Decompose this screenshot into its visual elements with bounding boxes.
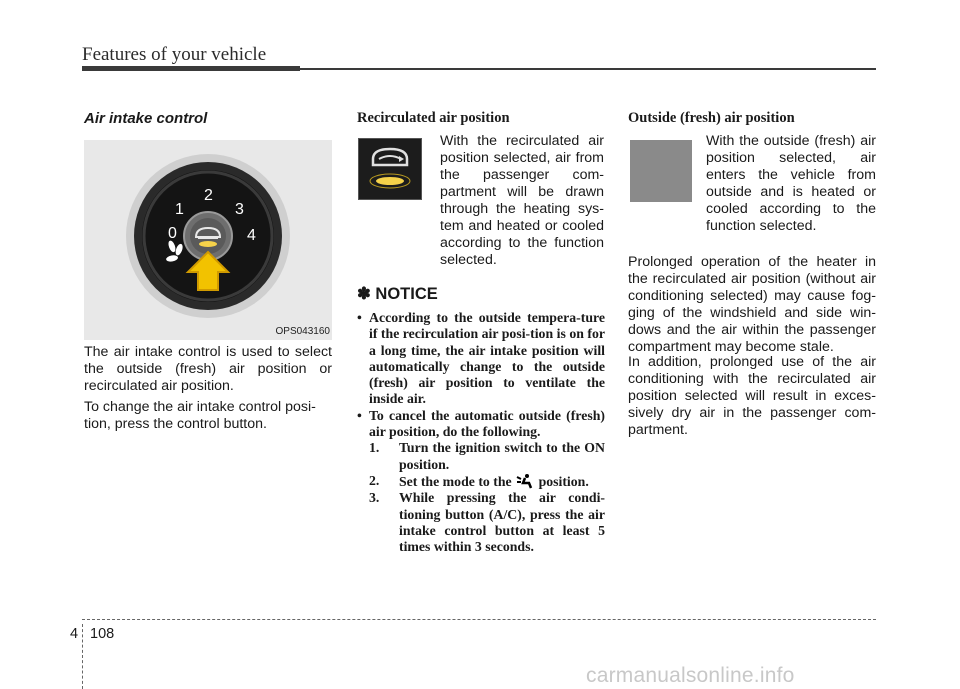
dial-label-0: 0	[168, 225, 177, 242]
fresh-air-button-icon	[630, 140, 692, 202]
section-heading-air-intake: Air intake control	[84, 110, 208, 127]
col1-paragraph-1: The air intake control is used to select the outside (fresh) air position or recirculated air position.	[84, 344, 332, 394]
col3-paragraph-2: In addition, prolonged use of the air conditioning with the recirculated air position selected will result in exces-sively dry air in the passenger com-partment.	[628, 354, 876, 438]
indicator-glow	[199, 241, 217, 247]
notice-bullet-1: • According to the outside tempera-ture if the recirculation air posi-tion is on for a long time, the air intake position will automatically change to the outside (fresh) air position to ventilate the inside air.	[357, 310, 605, 407]
fan-dial-illustration	[84, 140, 332, 340]
dial-figure	[84, 140, 332, 340]
notice-list	[357, 310, 605, 555]
notice-step-1: 1. Turn the ignition switch to the ON position.	[369, 440, 605, 472]
section-heading-outside: Outside (fresh) air position	[628, 110, 795, 126]
header-bar	[82, 66, 300, 71]
page-header-title: Features of your vehicle	[82, 44, 267, 65]
recirculated-description: With the recirculated air position selected, air from the passenger com-partment will be drawn through the heating sys-tem and heated or cooled according to the function selected.	[440, 133, 604, 268]
dial-label-3: 3	[235, 201, 244, 218]
watermark: carmanualsonline.info	[586, 664, 795, 687]
dial-label-2: 2	[204, 187, 213, 204]
notice-title: ✽ NOTICE	[357, 285, 438, 303]
figure-code: OPS043160	[275, 326, 330, 337]
notice-step-2: 2. Set the mode to the position.	[369, 472, 589, 489]
recirculation-button-icon	[358, 138, 422, 200]
footer-rule	[82, 619, 876, 620]
dial-label-4: 4	[247, 227, 256, 244]
floor-defrost-mode-icon	[515, 473, 535, 489]
section-heading-recirculated: Recirculated air position	[357, 110, 510, 126]
header-rule	[300, 68, 876, 70]
outside-description: With the outside (fresh) air position selected, air enters the vehicle from outside and is heated or cooled according to the function selected.	[706, 133, 876, 234]
col1-paragraph-2: To change the air intake control posi-tion, press the control button.	[84, 399, 316, 432]
page-number: 108	[90, 626, 115, 642]
notice-bullet-2: • To cancel the automatic outside (fresh) air position, do the following.	[357, 407, 605, 440]
col3-paragraph-1: Prolonged operation of the heater in the recirculated air position (without air conditioning selected) may cause fog-ging of the windshield and side win-dows and the air within the passenger compartment may become stale.	[628, 254, 876, 355]
chapter-number: 4	[70, 626, 79, 642]
notice-step-3: 3. While pressing the air condi-tioning button (A/C), press the air intake control button at least 5 times within 3 seconds.	[369, 490, 605, 555]
dial-label-1: 1	[175, 201, 184, 218]
footer-divider	[82, 624, 83, 689]
